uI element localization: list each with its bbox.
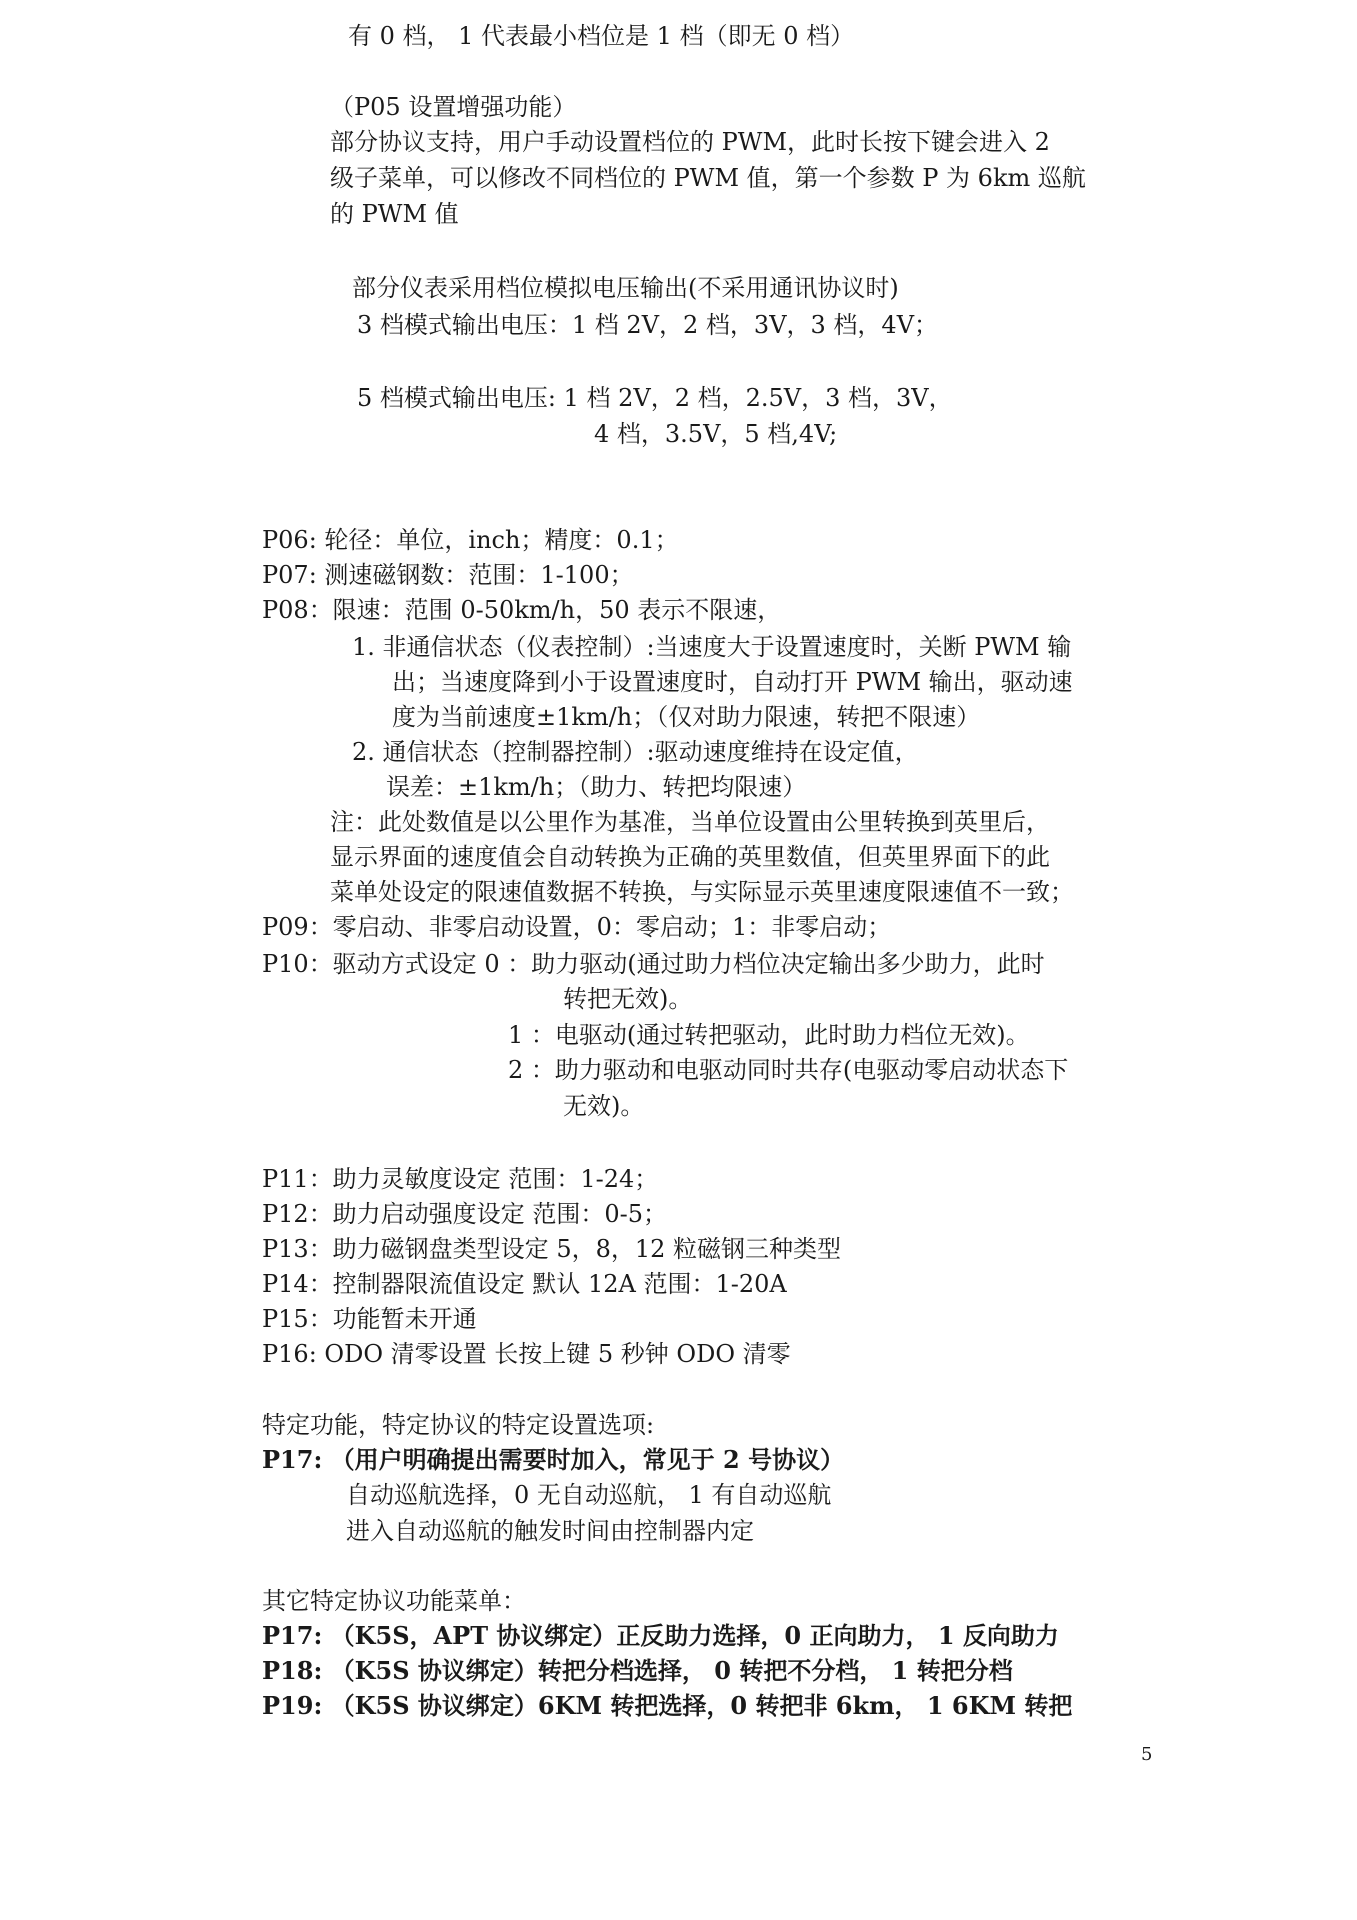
special-heading: 特定功能，特定协议的特定设置选项: [262, 1411, 655, 1439]
p08-note: 注：此处数值是以公里作为基准，当单位设置由公里转换到英里后， [330, 808, 1050, 836]
special-p17: P17: （用户明确提出需要时加入，常见于 2 号协议） [262, 1445, 845, 1474]
param-p08: P08：限速：范围 0-50km/h，50 表示不限速， [262, 596, 782, 624]
param-p09: P09：零启动、非零启动设置，0：零启动；1：非零启动； [262, 913, 892, 941]
p05-title: （P05 设置增强功能） [330, 93, 577, 121]
other-heading: 其它特定协议功能菜单： [262, 1587, 526, 1615]
param-p12: P12：助力启动强度设定 范围：0-5； [262, 1200, 667, 1228]
p10-option-1: 1 ：电驱动(通过转把驱动，此时助力档位无效)。 [508, 1021, 1030, 1049]
other-p17: P17: （K5S，APT 协议绑定）正反助力选择，0 正向助力， 1 反向助力 [262, 1621, 1059, 1650]
voltage-mode3: 3 档模式输出电压：1 档 2V，2 档，3V，3 档，4V； [357, 311, 939, 339]
p08-item1-cont: 度为当前速度±1km/h；（仅对助力限速，转把不限速） [392, 703, 981, 731]
p08-item1: 1. 非通信状态（仪表控制）:当速度大于设置速度时，关断 PWM 输 [352, 633, 1072, 661]
p10-cont: 无效)。 [563, 1092, 645, 1120]
p08-item2-cont: 误差：±1km/h；（助力、转把均限速） [386, 773, 807, 801]
special-p17-line: 自动巡航选择，0 无自动巡航， 1 有自动巡航 [346, 1481, 832, 1509]
param-p07: P07: 测速磁钢数：范围：1-100； [262, 561, 634, 589]
param-p15: P15：功能暂未开通 [262, 1305, 477, 1333]
param-p10: P10：驱动方式设定 0 ：助力驱动(通过助力档位决定输出多少助力，此时 [262, 950, 1045, 978]
param-p16: P16: ODO 清零设置 长按上键 5 秒钟 ODO 清零 [262, 1340, 791, 1368]
param-p11: P11：助力灵敏度设定 范围：1-24； [262, 1165, 659, 1193]
param-p13: P13：助力磁钢盘类型设定 5，8，12 粒磁钢三种类型 [262, 1235, 842, 1263]
special-p17-line: 进入自动巡航的触发时间由控制器内定 [346, 1517, 754, 1545]
intro-line: 有 0 档， 1 代表最小档位是 1 档（即无 0 档） [348, 22, 855, 50]
page-number: 5 [1141, 1744, 1153, 1765]
p10-cont: 转把无效)。 [563, 985, 693, 1013]
param-p06: P06: 轮径：单位，inch；精度：0.1； [262, 526, 679, 554]
voltage-intro: 部分仪表采用档位模拟电压输出(不采用通讯协议时) [352, 274, 899, 302]
param-p14: P14：控制器限流值设定 默认 12A 范围：1-20A [262, 1270, 787, 1298]
p05-line: 部分协议支持，用户手动设置档位的 PWM，此时长按下键会进入 2 [330, 128, 1050, 156]
other-p19: P19: （K5S 协议绑定）6KM 转把选择，0 转把非 6km， 1 6KM 转把 [262, 1691, 1073, 1720]
p05-line: 级子菜单，可以修改不同档位的 PWM 值，第一个参数 P 为 6km 巡航 [330, 164, 1086, 192]
p08-note: 菜单处设定的限速值数据不转换，与实际显示英里速度限速值不一致； [330, 878, 1074, 906]
p08-item2: 2. 通信状态（控制器控制）:驱动速度维持在设定值， [352, 738, 919, 766]
p05-line: 的 PWM 值 [330, 200, 459, 228]
p08-item1-cont: 出；当速度降到小于设置速度时，自动打开 PWM 输出，驱动速 [392, 668, 1073, 696]
p08-note: 显示界面的速度值会自动转换为正确的英里数值，但英里界面下的此 [330, 843, 1050, 871]
other-p18: P18: （K5S 协议绑定）转把分档选择， 0 转把不分档， 1 转把分档 [262, 1656, 1013, 1685]
p10-option-2: 2 ：助力驱动和电驱动同时共存(电驱动零启动状态下 [508, 1056, 1069, 1084]
voltage-mode5: 5 档模式输出电压: 1 档 2V，2 档，2.5V，3 档，3V， [357, 384, 953, 412]
voltage-mode5-cont: 4 档，3.5V，5 档,4V; [594, 420, 838, 448]
